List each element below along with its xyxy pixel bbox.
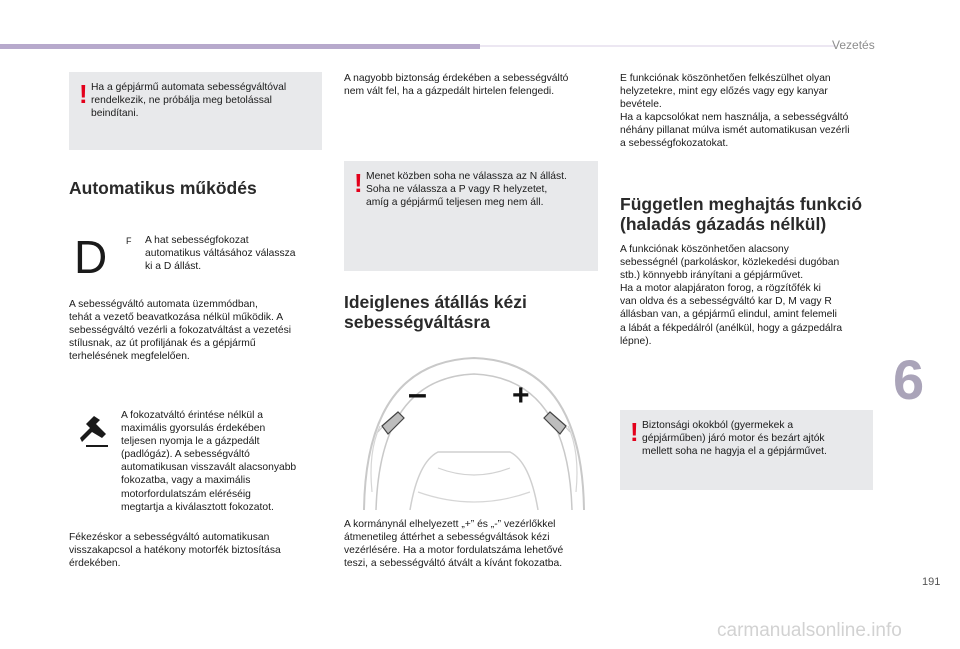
section-heading-automatic: Automatikus működés: [69, 178, 257, 198]
warning-text: Ha a gépjármű automata sebességváltóval rendelkezik, ne próbálja meg betolással beindítani.: [91, 82, 287, 120]
header-accent-bar: [0, 44, 480, 49]
bullet-icon: F: [126, 236, 132, 246]
steering-wheel-paddles-illustration: [358, 342, 590, 510]
kickdown-pedal-icon: [78, 412, 110, 448]
chapter-number: 6: [893, 348, 925, 411]
warning-icon: !: [79, 79, 88, 109]
warning-text: Biztonsági okokból (gyermekek a gépjárműben) járó motor és bezárt ajtók mellett soha ne hagyja el a gépjárművet.: [642, 420, 827, 458]
automatic-description: A sebességváltó automata üzemmódban, tehát a vezető beavatkozása nélkül működik. A sebességváltó vezérli a fokozatváltást a vezetési stílusnak, az út profiljának és a gépjármű terhelésének megfelelően.: [69, 299, 292, 363]
manual-mode-text: A kormánynál elhelyezett „+” és „-” vezérlőkkel átmenetileg áttérhet a sebességváltások kézi vezérlésére. Ha a motor fordulatszáma lehetővé teszi, a sebességváltó átvált a kívánt fokozatba.: [344, 519, 564, 570]
gear-d-icon: D: [74, 231, 108, 283]
minus-paddle-label: –: [408, 375, 427, 413]
section-heading-creep: Független meghajtás funkció (haladás gázadás nélkül): [620, 194, 863, 234]
creep-function-text: A funkciónak köszönhetően alacsony sebességnél (parkoláskor, közlekedési dugóban stb.) könnyebb irányítani a gépjárművet. Ha a motor alapjáraton forog, a rögzítőfék ki van oldva és a sebességváltó kar D, M vagy R állásban van, a gépjármű elindul, amint felemeli a lábát a fékpedálról (anélkül, hogy a gázpedálra lépne).: [620, 244, 843, 347]
section-heading-manual: Ideiglenes átállás kézi sebességváltásra: [344, 292, 527, 332]
watermark: carmanualsonline.info: [717, 620, 902, 641]
section-title: Vezetés: [832, 38, 875, 52]
warning-icon: !: [354, 168, 363, 198]
warning-icon: !: [630, 417, 639, 447]
page-number: 191: [922, 576, 941, 588]
braking-text: Fékezéskor a sebességváltó automatikusan visszakapcsol a hatékony motorfék biztosítása érdekében.: [69, 532, 281, 570]
header-rule: [480, 45, 836, 47]
safety-text: A nagyobb biztonság érdekében a sebességváltó nem vált fel, ha a gázpedált hirtelen felengedi.: [344, 73, 569, 98]
warning-box-children: [620, 410, 873, 490]
overtaking-text: E funkciónak köszönhetően felkészülhet olyan helyzetekre, mint egy előzés vagy egy kanyar bevétele. Ha a kapcsolókat nem használja, a sebességváltó néhány pillanat múlva ismét automatikusan vezérli a sebességfokozatokat.: [620, 73, 850, 150]
plus-paddle-label: +: [512, 379, 530, 412]
d-position-text: A hat sebességfokozat automatikus váltásához válassza ki a D állást.: [145, 235, 296, 273]
kickdown-text: A fokozatváltó érintése nélkül a maximális gyorsulás érdekében teljesen nyomja le a gázpedált (padlógáz). A sebességváltó automatikusan visszavált alacsonyabb fokozatba, vagy a maximális motorfordulatszám eléréséig megtartja a kiválasztott fokozatot.: [121, 410, 297, 513]
warning-text: Menet közben soha ne válassza az N állást. Soha ne válassza a P vagy R helyzetet, amíg a gépjármű teljesen meg nem áll.: [366, 171, 567, 209]
warning-box-pushstart: [69, 72, 322, 150]
warning-box-neutral: [344, 161, 598, 271]
